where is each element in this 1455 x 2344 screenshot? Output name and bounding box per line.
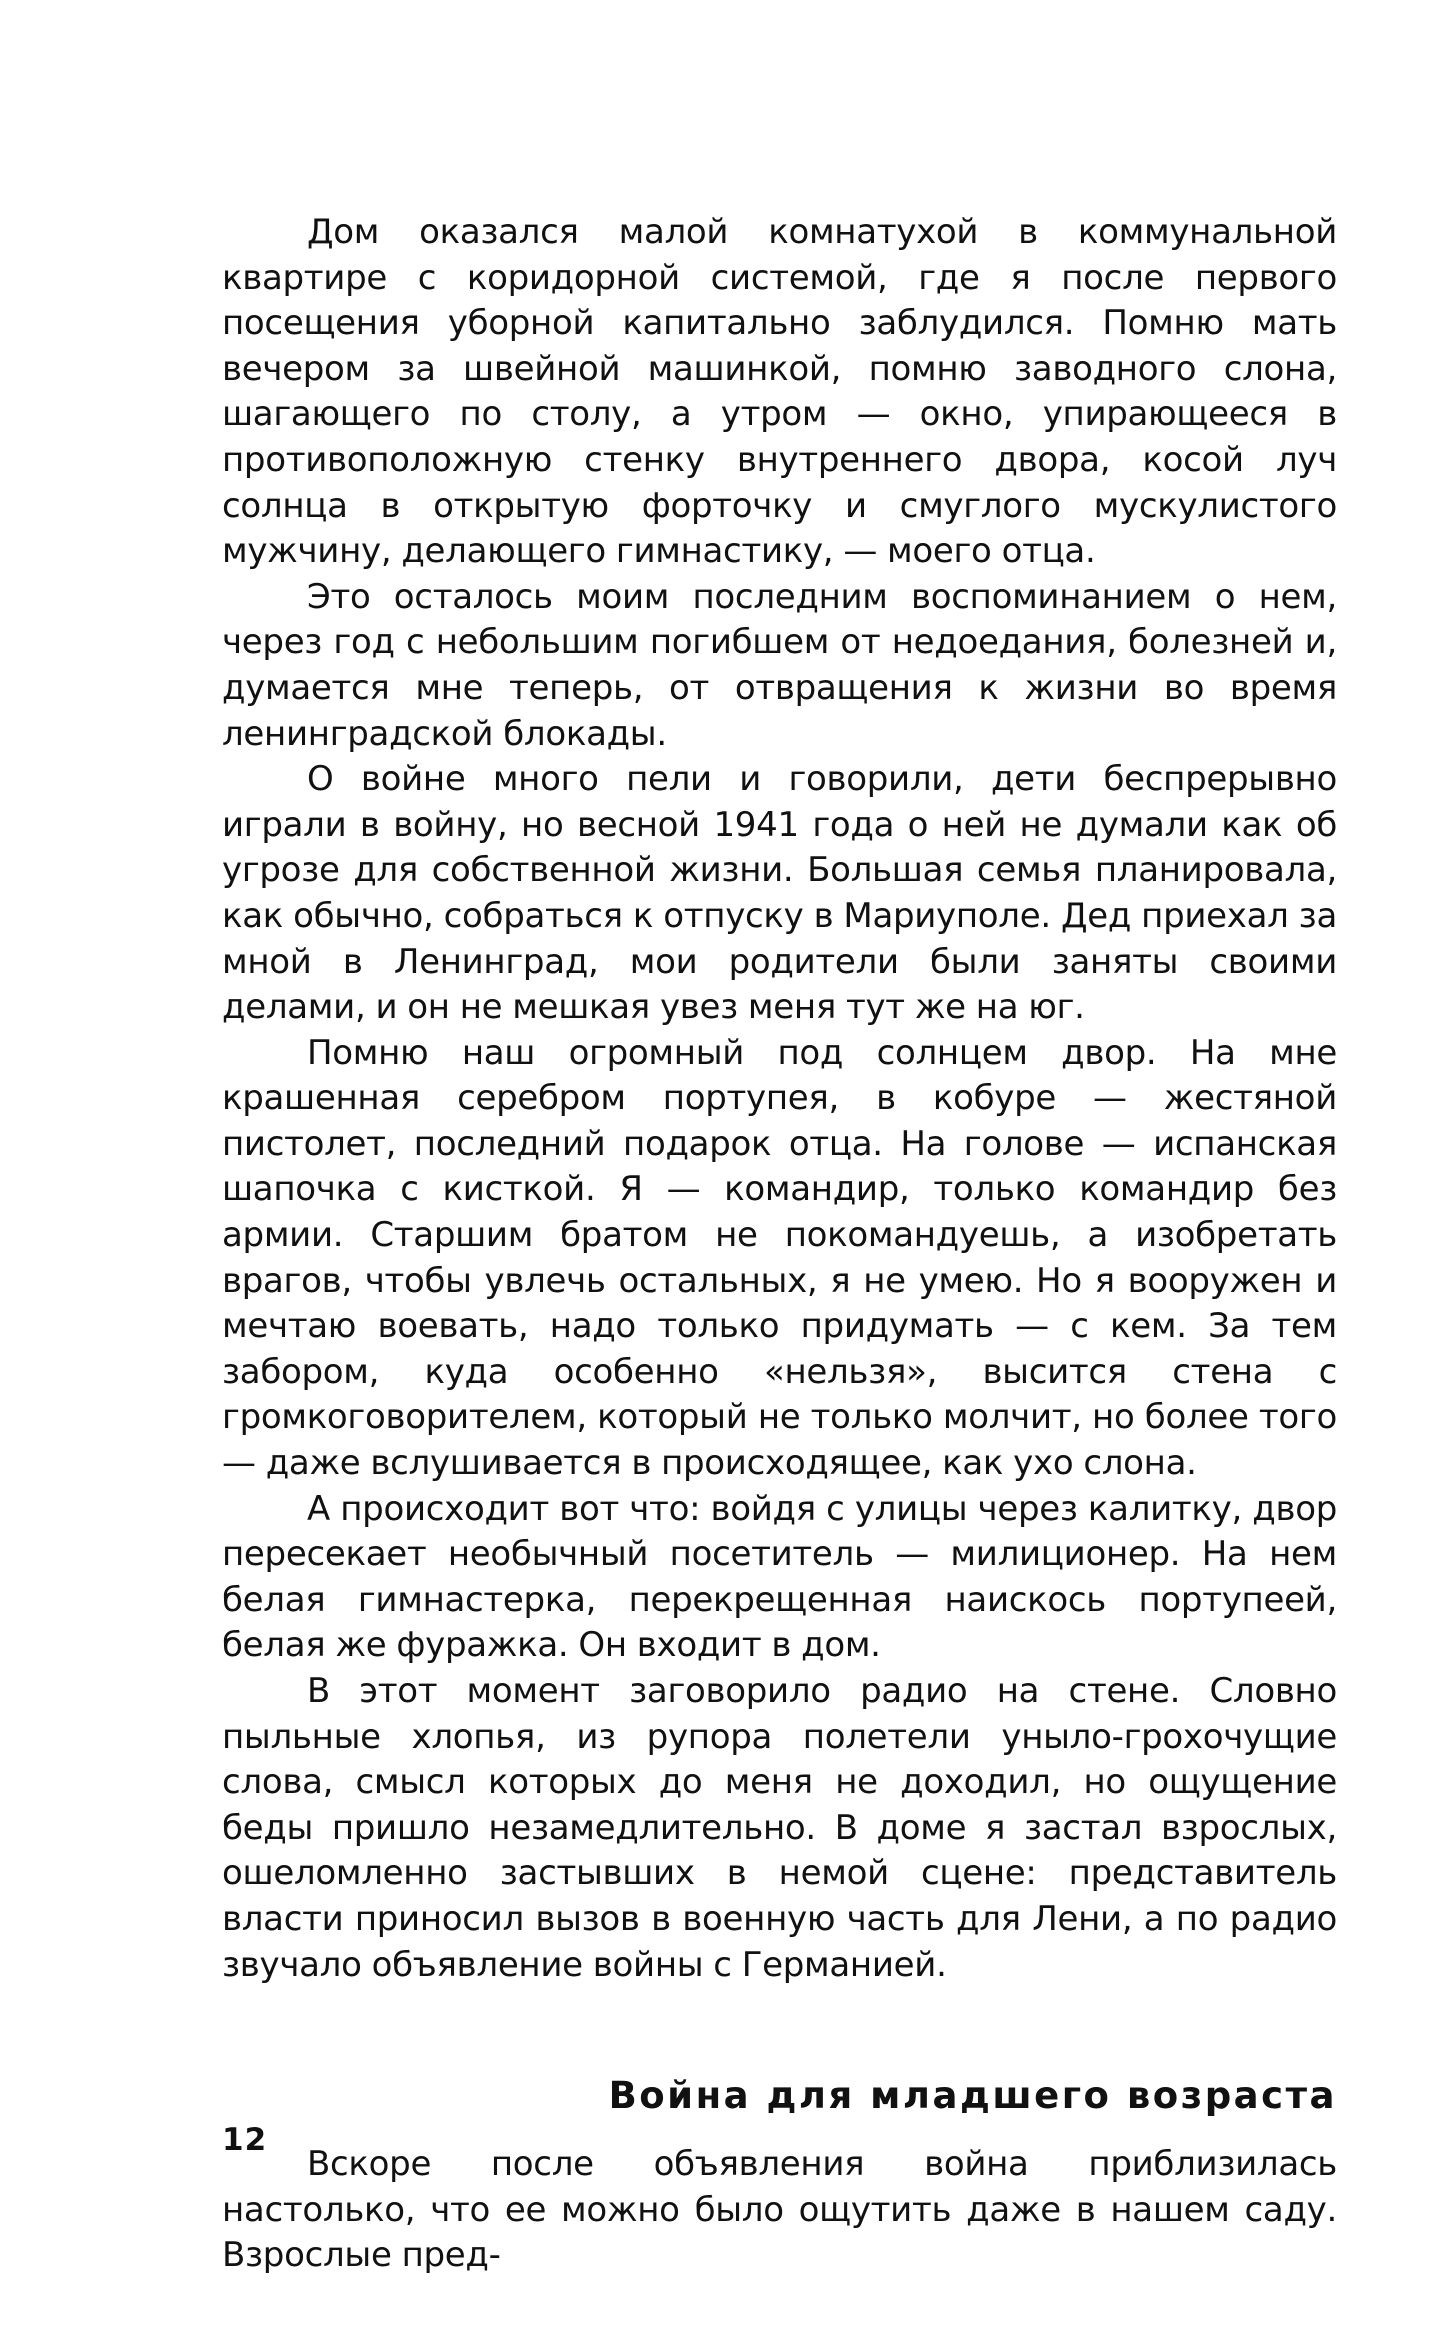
body-text (222, 210, 1337, 2279)
paragraph-3: О войне много пели и говорили, дети беспрерывно играли в войну, но весной 1941 года о ней не думали как об угрозе для собственной жизни. Большая семья планировала, как обычно, собраться к отпуску в Мариуполе. Дед приехал за мной в Ленинград, мои родители были заняты своими делами, и он не мешкая увез меня тут же на юг. (222, 759, 1337, 1028)
paragraph-6: В этот момент заговорило радио на стене. Словно пыльные хлопья, из рупора полетели уныло-грохочущие слова, смысл которых до меня не доходил, но ощущение беды пришло незамедлительно. В доме я застал взрослых, ошеломленно застывших в немой сцене: представитель власти приносил вызов в военную часть для Лени, а по радио звучало объявление войны с Германией. (222, 1671, 1337, 1985)
paragraph-7: Вскоре после объявления война приблизилась настолько, что ее можно было ощутить даже в нашем саду. Взрослые пред- (222, 2144, 1337, 2276)
paragraph-2: Это осталось моим последним воспоминанием о нем, через год с небольшим погибшем от недоедания, болезней и, думается мне теперь, от отвращения к жизни во время ленинградской блокады. (222, 576, 1337, 754)
section-heading: Война для младшего возраста (608, 2074, 1337, 2118)
paragraph-4: Помню наш огромный под солнцем двор. На мне крашенная серебром портупея, в кобуре — жестяной пистолет, последний подарок отца. На голове — испанская шапочка с кисткой. Я — командир, только командир без армии. Старшим братом не покомандуешь, а изобретать врагов, чтобы увлечь остальных, я не умею. Но я вооружен и мечтаю воевать, надо только придумать — с кем. За тем забором, куда особенно «нельзя», высится стена с громкоговорителем, который не только молчит, но более того — даже вслушивается в происходящее, как ухо слона. (222, 1032, 1337, 1484)
page-number: 12 (222, 2122, 268, 2158)
paragraph-5: А происходит вот что: войдя с улицы через калитку, двор пересекает необычный посетитель — милиционер. На нем белая гимнастерка, перекрещенная наискось портупеей, белая же фуражка. Он входит в дом. (222, 1488, 1337, 1666)
paragraph-1: Дом оказался малой комнатухой в коммунальной квартире с коридорной системой, где я после первого посещения уборной капитально заблудился. Помню мать вечером за швейной машинкой, помню заводного слона, шагающего по столу, а утром — окно, упирающееся в противоположную стенку внутреннего двора, косой луч солнца в открытую форточку и смуглого мускулистого мужчину, делающего гимнастику, — моего отца. (222, 212, 1337, 572)
